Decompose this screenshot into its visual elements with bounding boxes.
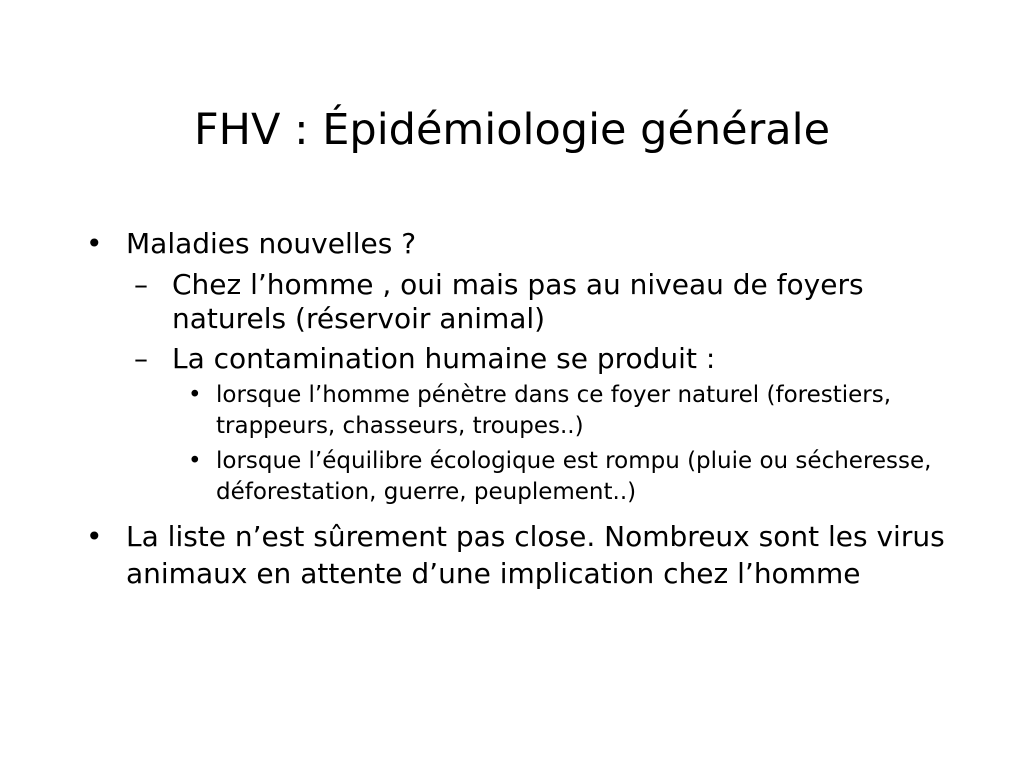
bullet-marker: • (188, 382, 202, 408)
slide-body (86, 225, 946, 592)
dash-marker: – (134, 342, 148, 375)
sub-sub-bullet-text: lorsque l’équilibre écologique est rompu (pluie ou sécheresse, déforestation, guerre, peuplement..) (216, 448, 932, 505)
bullet-item-liste (86, 518, 946, 592)
bullet-marker: • (86, 227, 103, 260)
bullet-item-maladies-nouvelles (86, 225, 946, 262)
sub-bullet-contamination (86, 342, 946, 376)
sub-sub-bullet-text: lorsque l’homme pénètre dans ce foyer naturel (forestiers, trappeurs, chasseurs, troupes..) (216, 382, 892, 439)
sub-bullet-text: Chez l’homme , oui mais pas au niveau de foyers naturels (réservoir animal) (172, 268, 864, 335)
slide-title: FHV : Épidémiologie générale (193, 105, 831, 155)
sub-bullet-chez-lhomme (86, 268, 946, 336)
bullet-text: La liste n’est sûrement pas close. Nombreux sont les virus animaux en attente d’une implication chez l’homme (126, 520, 945, 590)
bullet-text: Maladies nouvelles ? (126, 227, 417, 260)
sub-sub-bullet-equilibre (86, 446, 946, 508)
bullet-marker: • (188, 448, 202, 474)
sub-bullet-text: La contamination humaine se produit : (172, 342, 716, 375)
dash-marker: – (134, 268, 148, 301)
bullet-marker: • (86, 520, 103, 553)
sub-sub-bullet-foyer-naturel (86, 380, 946, 442)
